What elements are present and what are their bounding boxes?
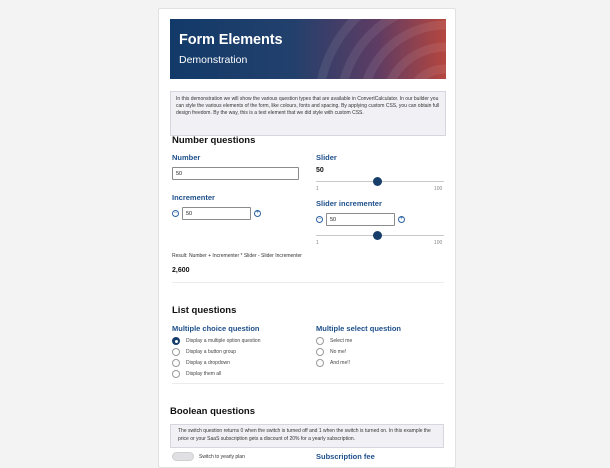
checkbox-icon[interactable] [316,337,324,345]
checkbox-icon[interactable] [316,359,324,367]
slider-max: 100 [434,186,443,192]
radio-icon[interactable] [172,370,180,378]
option-label: Display a button group [186,349,237,355]
intro-text: In this demonstration we will show the various question types that are available in ConvertCalculator. In our builder you can style the various elements of the form, like colours, fonts and spacing. By applying custom CSS, you can obtain full design freedom. By the way, this is a text element that we did style with custom CSS. [170,91,446,136]
banner-pattern [170,19,446,79]
multiple-select-label: Multiple select question [316,324,402,333]
select-option[interactable] [316,359,350,367]
radio-option[interactable] [172,337,261,345]
slider-incrementer-handle[interactable] [373,231,382,240]
checkbox-icon[interactable] [316,348,324,356]
banner-subtitle: Demonstration [179,54,248,66]
slider-incrementer-input[interactable]: 50 [326,213,395,226]
slider-incrementer-min: 1 [316,240,319,246]
slider-incrementer-label: Slider incrementer [316,199,382,208]
subscription-fee-label: Subscription fee [316,452,375,461]
number-input[interactable]: 50 [172,167,299,180]
select-option[interactable] [316,348,346,356]
radio-icon[interactable] [172,348,180,356]
boolean-info-text: The switch question returns 0 when the switch is turned off and 1 when the switch is turned on. In this example the price or your SaaS subscription gets a discount of 20% for a yearly subscription. [170,424,444,448]
slider-value: 50 [316,167,324,174]
incrementer-label: Incrementer [172,193,215,202]
radio-icon[interactable] [172,359,180,367]
option-label: No me! [330,349,347,355]
minus-icon[interactable]: − [317,216,322,222]
radio-option[interactable] [172,359,230,367]
divider [172,282,444,283]
option-label: Select me [330,338,353,344]
banner-title: Form Elements [179,32,283,48]
slider-label: Slider [316,153,337,162]
slider-handle[interactable] [373,177,382,186]
slider-incrementer-max: 100 [434,240,443,246]
divider [172,383,444,384]
incrementer-input[interactable]: 50 [182,207,251,220]
switch-label: Switch to yearly plan [199,454,245,460]
radio-selected-icon[interactable] [172,337,180,345]
result-value: 2,600 [172,267,190,274]
form-card [158,8,456,468]
radio-option[interactable] [172,370,221,378]
result-label: Result: Number + Incrementer * Slider - Slider Incrementer [172,253,302,259]
option-label: Display a multiple option question [186,338,261,344]
multiple-choice-label: Multiple choice question [172,324,260,333]
option-label: And me!! [330,360,351,366]
header-banner [170,19,446,79]
boolean-questions-heading: Boolean questions [170,406,255,417]
number-questions-heading: Number questions [172,135,256,146]
minus-icon[interactable]: − [173,210,178,216]
plus-icon[interactable]: + [399,216,404,222]
plus-icon[interactable]: + [255,210,260,216]
option-label: Display them all [186,371,222,377]
slider-min: 1 [316,186,319,192]
radio-option[interactable] [172,348,236,356]
number-label: Number [172,153,201,162]
option-label: Display a dropdown [186,360,230,366]
list-questions-heading: List questions [172,305,237,316]
select-option[interactable] [316,337,352,345]
